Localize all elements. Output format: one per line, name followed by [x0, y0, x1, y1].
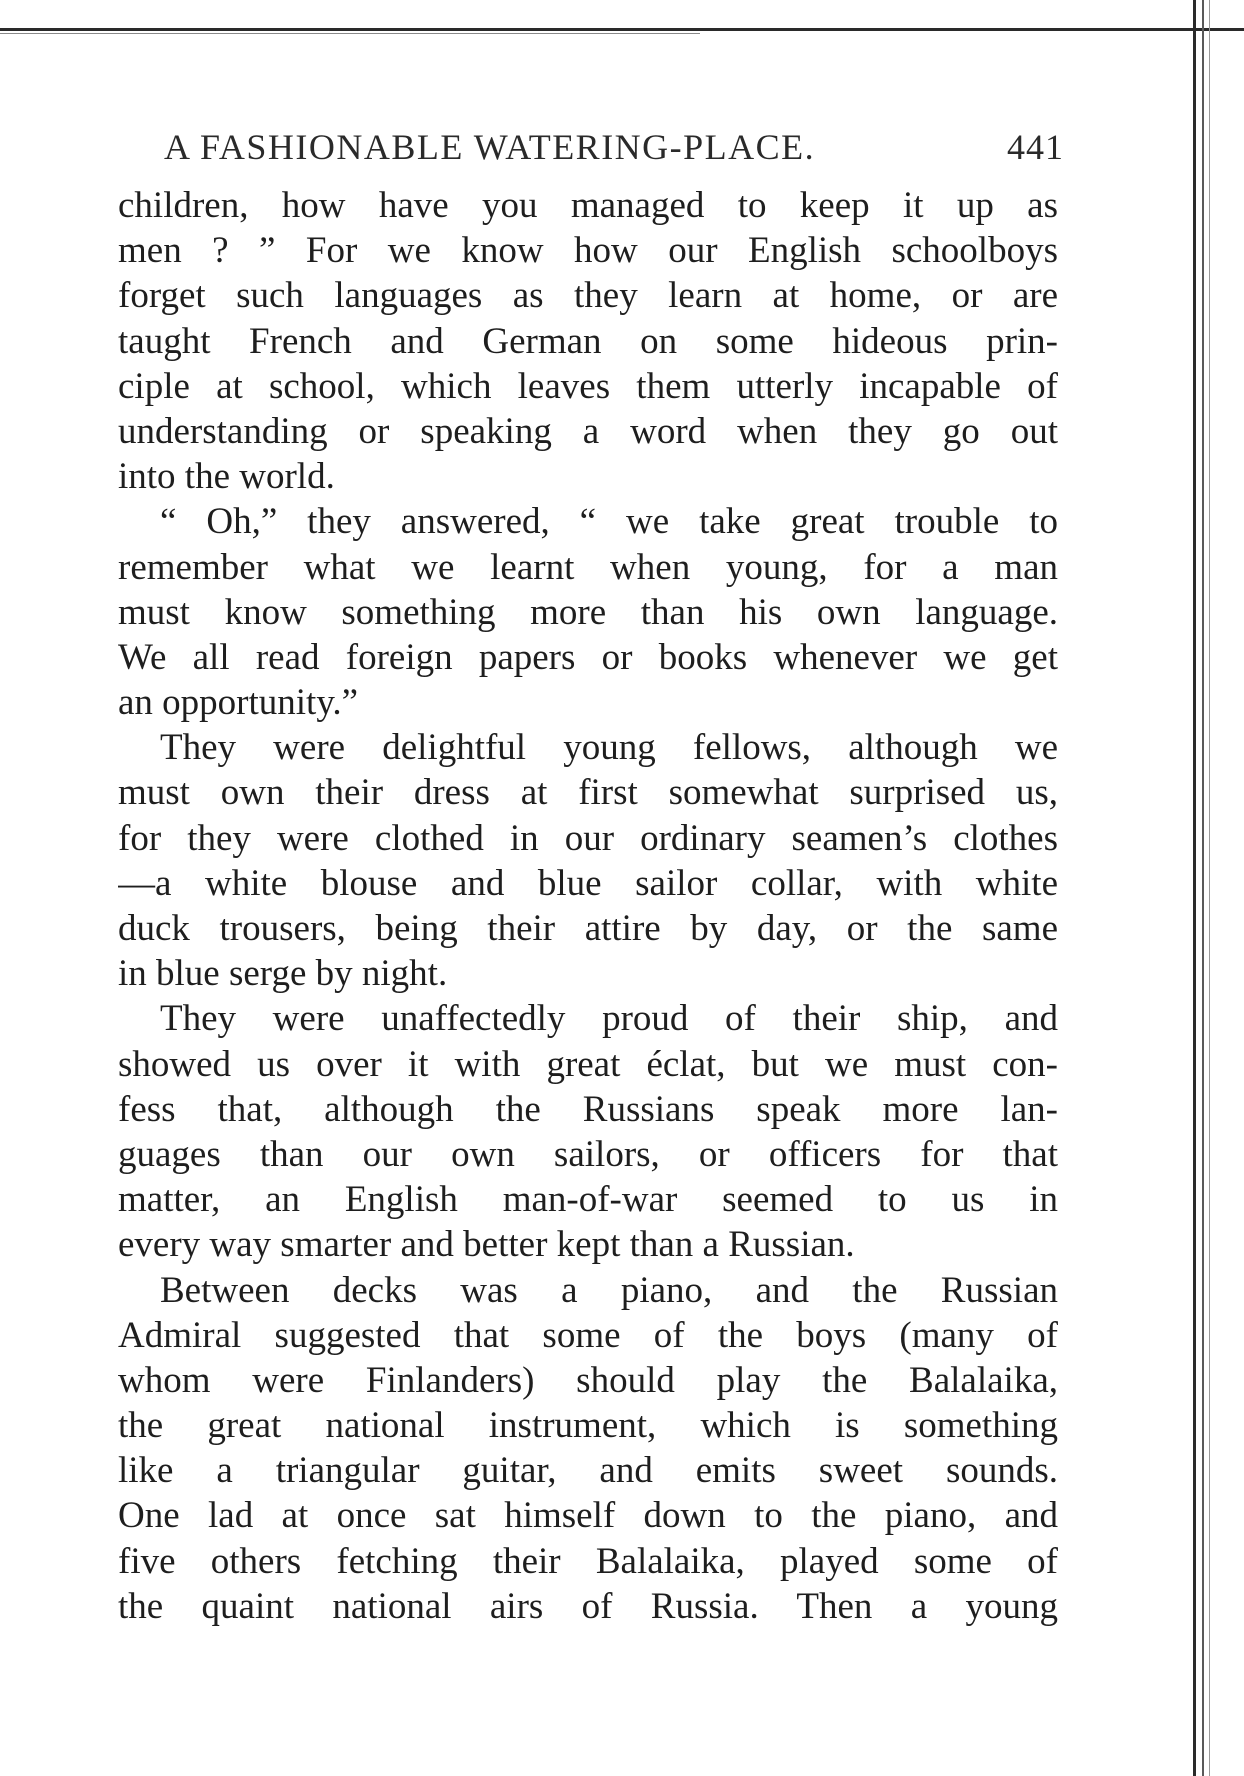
text-line: understanding or speaking a word when they go out	[118, 410, 1058, 452]
paragraph-start-line: Between decks was a piano, and the Russian	[160, 1269, 1058, 1311]
text-line: the great national instrument, which is something	[118, 1405, 1058, 1447]
paragraph-start-line: They were delightful young fellows, although we	[160, 727, 1058, 769]
text-line: guages than our own sailors, or officers for that	[118, 1133, 1058, 1175]
text-line: like a triangular guitar, and emits sweet sounds.	[118, 1450, 1058, 1492]
paragraph-start-line: They were unaffectedly proud of their ship, and	[160, 998, 1058, 1040]
running-head-title: A FASHIONABLE WATERING-PLACE.	[164, 127, 816, 167]
text-line: fess that, although the Russians speak more lan-	[118, 1088, 1058, 1130]
page-number: 441	[1007, 127, 1064, 167]
page-edge-line	[1193, 0, 1196, 1776]
page-edge-line-outer	[1209, 0, 1210, 1776]
text-line: One lad at once sat himself down to the piano, and	[118, 1495, 1058, 1537]
text-line: showed us over it with great éclat, but we must con-	[118, 1043, 1058, 1085]
text-line: ciple at school, which leaves them utterly incapable of	[118, 365, 1058, 407]
text-line: every way smarter and better kept than a Russian.	[118, 1224, 855, 1266]
text-line: duck trousers, being their attire by day, or the same	[118, 908, 1058, 949]
text-line: forget such languages as they learn at home, or are	[118, 275, 1058, 317]
text-line: an opportunity.”	[118, 682, 359, 724]
top-border-rule	[0, 28, 1244, 31]
text-line: matter, an English man-of-war seemed to us in	[118, 1179, 1058, 1221]
text-line: Admiral suggested that some of the boys (many of	[118, 1314, 1058, 1356]
text-line: five others fetching their Balalaika, played some of	[118, 1540, 1058, 1582]
page-edge-line-inner	[1202, 0, 1204, 1776]
text-line: must know something more than his own language.	[118, 591, 1058, 633]
text-line: children, how have you managed to keep it up as	[118, 185, 1058, 226]
text-line: must own their dress at first somewhat surprised us,	[118, 772, 1058, 814]
paragraph-start-line: “ Oh,” they answered, “ we take great trouble to	[160, 501, 1058, 543]
text-line: into the world.	[118, 456, 335, 498]
top-border-rule-thin	[0, 33, 700, 34]
text-line: whom were Finlanders) should play the Balalaika,	[118, 1359, 1058, 1401]
running-head	[164, 126, 1064, 168]
text-line: remember what we learnt when young, for a man	[118, 546, 1058, 588]
text-line: for they were clothed in our ordinary seamen’s clothes	[118, 817, 1058, 859]
text-line: men ? ” For we know how our English schoolboys	[118, 230, 1058, 272]
text-line: —a white blouse and blue sailor collar, with white	[118, 862, 1058, 904]
text-line: taught French and German on some hideous prin-	[118, 320, 1058, 362]
text-line: We all read foreign papers or books whenever we get	[118, 636, 1058, 678]
text-line: the quaint national airs of Russia. Then a young	[118, 1585, 1058, 1627]
body-text	[118, 183, 1058, 1629]
text-line: in blue serge by night.	[118, 953, 448, 995]
